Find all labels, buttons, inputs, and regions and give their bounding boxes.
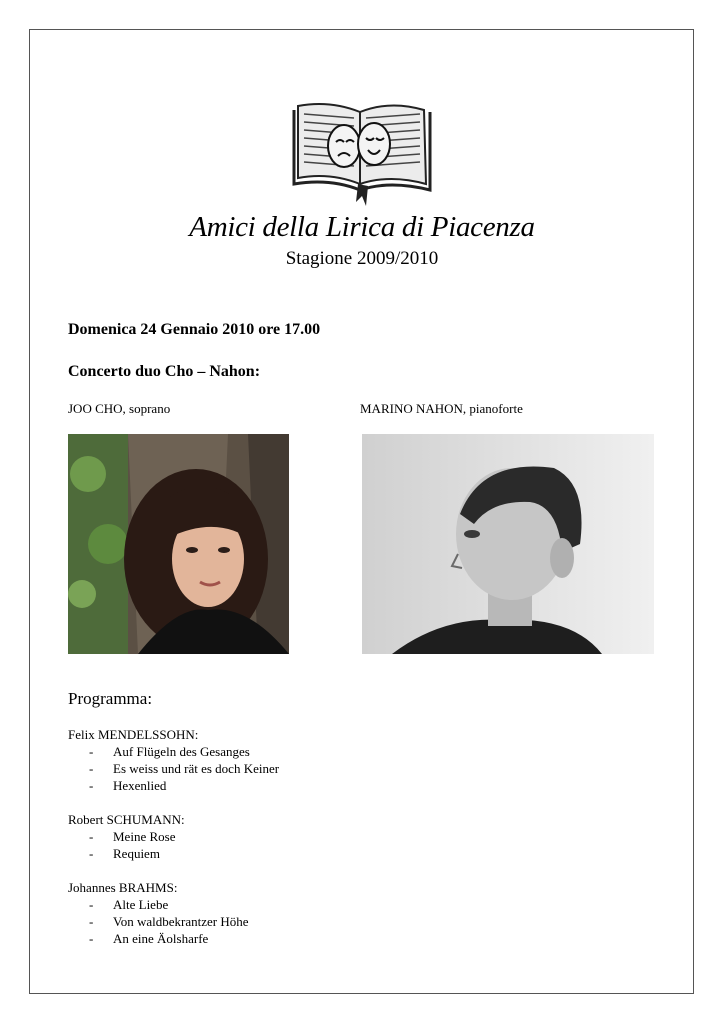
piece-item: - Von waldbekrantzer Höhe [89,914,249,929]
composer-block [68,811,279,862]
concert-title: Concerto duo Cho – Nahon: [68,363,261,380]
program-heading: Programma: [68,689,153,708]
performer-pianist: MARINO NAHON, pianoforte [360,401,523,416]
piece-item: - Meine Rose [89,829,176,844]
composer-name: Robert SCHUMANN: [68,812,185,827]
event-date: Domenica 24 Gennaio 2010 ore 17.00 [68,321,321,338]
soprano-portrait-photo [68,434,289,654]
program-list [68,726,279,964]
piece-item: - Es weiss und rät es doch Keiner [89,761,280,776]
piece-item: - Hexenlied [89,778,167,793]
piece-item: - An eine Äolsharfe [89,931,209,946]
season-label: Stagione 2009/2010 [285,248,439,269]
music-book-theatre-masks-logo [290,86,436,210]
composer-block [68,726,279,794]
composer-name: Felix MENDELSSOHN: [68,727,199,742]
piece-item: - Alte Liebe [89,897,169,912]
organization-name: Amici della Lirica di Piacenza [189,211,535,243]
composer-name: Johannes BRAHMS: [68,880,178,895]
piece-item: - Auf Flügeln des Gesanges [89,744,250,759]
composer-block [68,879,279,947]
performer-soprano: JOO CHO, soprano [68,401,171,416]
pianist-portrait-photo [362,434,654,654]
piece-item: - Requiem [89,846,160,861]
